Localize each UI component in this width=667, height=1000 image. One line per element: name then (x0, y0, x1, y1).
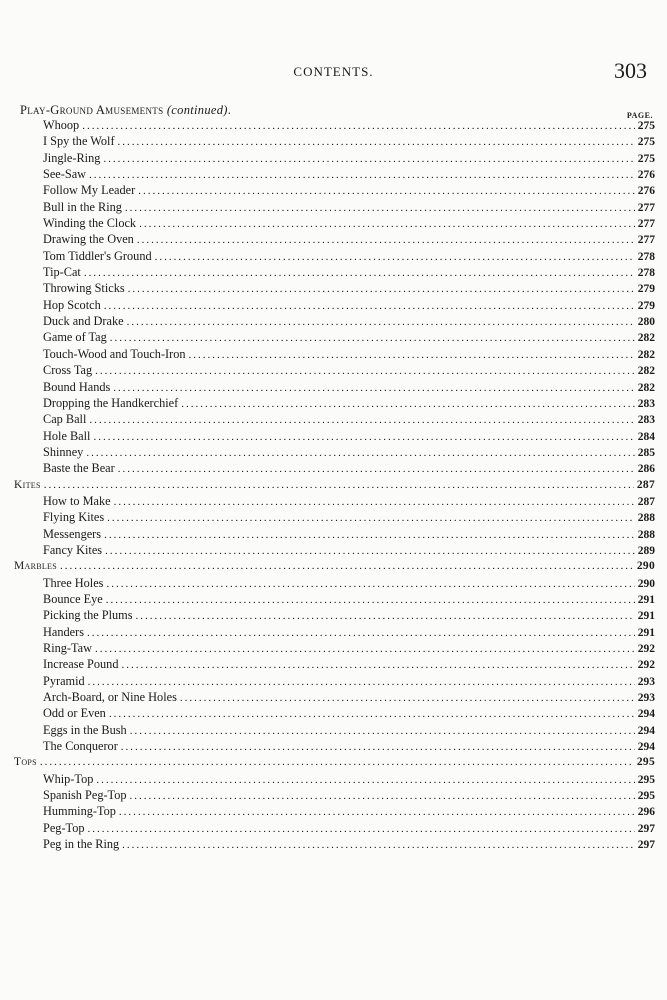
toc-entry (14, 575, 655, 591)
toc-entry-label: Pyramid (43, 673, 85, 688)
section-heading-page: 290 (636, 560, 655, 573)
dot-leader (96, 772, 634, 788)
dot-leader (105, 543, 635, 559)
dot-leader (130, 723, 635, 739)
toc-entry-page: 277 (637, 201, 655, 214)
toc-entry-label: Spanish Peg-Top (43, 788, 127, 803)
toc-entry-page: 289 (637, 544, 655, 557)
dot-leader (118, 461, 635, 477)
toc-entry-page: 290 (637, 577, 655, 590)
toc-entry (14, 297, 655, 313)
dot-leader (40, 754, 634, 770)
toc-entry-label: Ring-Taw (43, 641, 93, 655)
toc-entry-label: Bull in the Ring (43, 199, 122, 214)
dot-leader (89, 167, 635, 183)
toc-entry-page: 277 (637, 234, 655, 247)
toc-entry (14, 231, 655, 247)
toc-entry (14, 264, 655, 280)
toc-entry (14, 738, 655, 754)
toc-entry-page: 292 (637, 643, 655, 655)
toc-entry-page: 291 (637, 626, 655, 639)
toc-entry-page: 277 (637, 218, 655, 231)
toc-entry-page: 287 (637, 495, 655, 508)
toc-entry-label: I Spy the Wolf (43, 134, 115, 149)
toc-entry-label: Cross Tag (43, 363, 93, 378)
dot-leader (119, 804, 635, 820)
toc-entry (14, 411, 655, 427)
toc-entry-label: Duck and Drake (43, 314, 124, 329)
toc-entry (14, 460, 655, 476)
section-heading-label: Kites (14, 478, 41, 491)
running-title: CONTENTS. (293, 64, 374, 79)
toc-entry-page: 294 (637, 708, 655, 721)
toc-entry-label: Three Holes (43, 575, 104, 590)
dot-leader (110, 330, 635, 346)
dot-leader (95, 363, 635, 379)
toc-entry (14, 248, 655, 264)
toc-entry-page: 292 (637, 659, 655, 672)
toc-entry (14, 444, 655, 460)
toc-entry-page: 282 (637, 348, 655, 361)
toc-entry-label: Peg in the Ring (43, 837, 120, 852)
toc-entry-label: Throwing Sticks (43, 281, 125, 296)
dot-leader (88, 674, 635, 690)
toc-entry-label: See-Saw (43, 167, 87, 182)
toc-entry-page: 291 (637, 610, 655, 623)
toc-entry-page: 288 (637, 528, 655, 541)
toc-entry-label: Winding the Clock (43, 216, 137, 231)
toc-entry-label: Whip-Top (43, 771, 94, 786)
dot-leader (130, 788, 635, 804)
toc-entry-label: Tip-Cat (43, 265, 81, 280)
toc-entry-page: 278 (637, 250, 655, 263)
toc-entry-label: Cap Ball (43, 412, 87, 427)
toc-entry-page: 276 (637, 169, 655, 182)
toc-entry (14, 820, 655, 836)
toc-entry (14, 624, 655, 640)
toc-entry-label: Drawing the Oven (43, 232, 134, 247)
toc-entry-page: 275 (637, 136, 655, 149)
page-number: 303 (614, 58, 647, 83)
toc-entry-label: Flying Kites (43, 510, 105, 525)
toc-entry-page: 285 (637, 446, 655, 459)
dot-leader (121, 739, 635, 755)
dot-leader (136, 608, 635, 624)
continued-section-heading (20, 103, 231, 118)
dot-leader (138, 183, 635, 199)
dot-leader (181, 396, 635, 412)
toc-entry (14, 803, 655, 819)
toc-entry (14, 673, 655, 689)
continued-section-title: Play-Ground Amusements (20, 103, 164, 117)
toc-entry-page: 275 (637, 120, 655, 132)
dot-leader (86, 445, 634, 461)
dot-leader (128, 281, 635, 297)
toc-entry-label: Bound Hands (43, 379, 111, 394)
toc-entry (14, 493, 655, 509)
toc-entry (14, 379, 655, 395)
toc-entry-label: Dropping the Handkerchief (43, 395, 179, 410)
section-heading (14, 477, 655, 493)
toc-entry-label: Tom Tiddler's Ground (43, 248, 152, 263)
toc-entry-page: 282 (637, 365, 655, 378)
toc-entry-label: Hole Ball (43, 428, 91, 443)
page-column-label: PAGE. (626, 111, 653, 120)
toc-entry (14, 705, 655, 721)
toc-entry-label: Baste the Bear (43, 461, 115, 476)
toc-entry-label: Peg-Top (43, 820, 85, 835)
dot-leader (125, 200, 635, 216)
toc-entry (14, 689, 655, 705)
toc-entry-page: 297 (637, 822, 655, 835)
dot-leader (84, 265, 635, 281)
toc-entry-page: 288 (637, 512, 655, 525)
toc-entry-label: Fancy Kites (43, 542, 103, 557)
toc-entry (14, 787, 655, 803)
dot-leader (104, 298, 635, 314)
toc-entry-label: Whoop (43, 118, 80, 132)
dot-leader (89, 412, 634, 428)
toc-entry-label: Hop Scotch (43, 297, 101, 312)
toc-entry-page: 275 (637, 152, 655, 165)
toc-entry-page: 278 (637, 267, 655, 280)
toc-entry-page: 294 (637, 741, 655, 754)
toc-entry-page: 279 (637, 299, 655, 312)
continued-trail: . (227, 103, 232, 117)
dot-leader (103, 151, 634, 167)
dot-leader (113, 380, 634, 396)
dot-leader (137, 232, 635, 248)
toc-entry-label: Messengers (43, 526, 102, 541)
toc-entry-label: Arch-Board, or Nine Holes (43, 690, 177, 705)
toc-entry-page: 293 (637, 692, 655, 705)
toc-entry-page: 284 (637, 430, 655, 443)
continued-note: (continued) (166, 103, 228, 117)
toc-entry-label: Picking the Plums (43, 608, 133, 623)
toc-entry (14, 656, 655, 672)
section-heading (14, 558, 655, 574)
toc-entry-label: Touch-Wood and Touch-Iron (43, 346, 186, 361)
dot-leader (180, 690, 635, 706)
toc-entry (14, 722, 655, 738)
toc-entry (14, 133, 655, 149)
toc-entry-label: The Conqueror (43, 739, 118, 754)
toc-entry (14, 329, 655, 345)
toc-entry-label: Eggs in the Bush (43, 722, 127, 737)
section-heading-label: Tops (14, 756, 37, 769)
toc-entry (14, 362, 655, 378)
toc-entry (14, 509, 655, 525)
dot-leader (189, 347, 635, 363)
toc-entry (14, 395, 655, 411)
toc-entry (14, 526, 655, 542)
dot-leader (44, 477, 634, 493)
toc-entry-page: 291 (637, 593, 655, 606)
toc-entry-label: Follow My Leader (43, 183, 136, 198)
toc-entry-label: Odd or Even (43, 706, 106, 721)
dot-leader (121, 657, 634, 673)
toc-entry (14, 346, 655, 362)
toc-entry-page: 283 (637, 397, 655, 410)
toc-entry-page: 295 (637, 773, 655, 786)
toc-entry-page: 293 (637, 675, 655, 688)
dot-leader (118, 134, 635, 150)
dot-leader (88, 821, 635, 837)
toc-entry (14, 836, 655, 852)
dot-leader (82, 118, 635, 134)
toc-entry-page: 279 (637, 283, 655, 296)
toc-entry (14, 591, 655, 607)
toc-entry (14, 166, 655, 182)
toc-entry-label: Game of Tag (43, 330, 107, 345)
toc-entry (14, 280, 655, 296)
dot-leader (95, 641, 635, 657)
toc-entry (14, 215, 655, 231)
dot-leader (114, 494, 635, 510)
toc-entry-page: 283 (637, 414, 655, 427)
toc-entry-label: Jingle-Ring (43, 150, 101, 165)
toc-entry-page: 286 (637, 463, 655, 476)
section-heading-page: 295 (636, 756, 655, 769)
section-heading (14, 754, 655, 770)
toc-entry (14, 150, 655, 166)
toc-entry (14, 640, 655, 656)
toc-entry (14, 117, 655, 133)
toc-entry-page: 282 (637, 381, 655, 394)
table-of-contents (14, 101, 655, 852)
toc-entry-label: Shinney (43, 444, 84, 459)
toc-entry-label: Increase Pound (43, 657, 119, 672)
dot-leader (107, 510, 635, 526)
toc-entry-page: 295 (637, 790, 655, 803)
toc-entry (14, 771, 655, 787)
section-heading-page: 287 (636, 478, 655, 491)
toc-entry-label: How to Make (43, 493, 111, 508)
toc-entry-page: 280 (637, 316, 655, 329)
toc-entry (14, 542, 655, 558)
dot-leader (109, 706, 635, 722)
section-heading-label: Marbles (14, 560, 57, 573)
toc-entry (14, 313, 655, 329)
toc-entry (14, 182, 655, 198)
toc-entry-page: 276 (637, 185, 655, 198)
toc-entry-page: 297 (637, 839, 655, 852)
toc-head-row (14, 101, 655, 120)
dot-leader (155, 249, 635, 265)
dot-leader (60, 558, 634, 574)
toc-entry (14, 428, 655, 444)
toc-entry-label: Humming-Top (43, 804, 116, 819)
toc-entry-page: 294 (637, 724, 655, 737)
dot-leader (127, 314, 635, 330)
toc-entry-label: Bounce Eye (43, 591, 103, 606)
dot-leader (106, 592, 635, 608)
toc-entry (14, 607, 655, 623)
dot-leader (139, 216, 635, 232)
toc-entry-page: 282 (637, 332, 655, 345)
dot-leader (106, 576, 634, 592)
dot-leader (93, 429, 634, 445)
dot-leader (87, 625, 635, 641)
toc-entry (14, 199, 655, 215)
dot-leader (104, 527, 635, 543)
toc-entry-page: 296 (637, 806, 655, 819)
toc-entry-label: Handers (43, 624, 84, 639)
toc-rows (14, 117, 655, 852)
dot-leader (122, 837, 635, 853)
